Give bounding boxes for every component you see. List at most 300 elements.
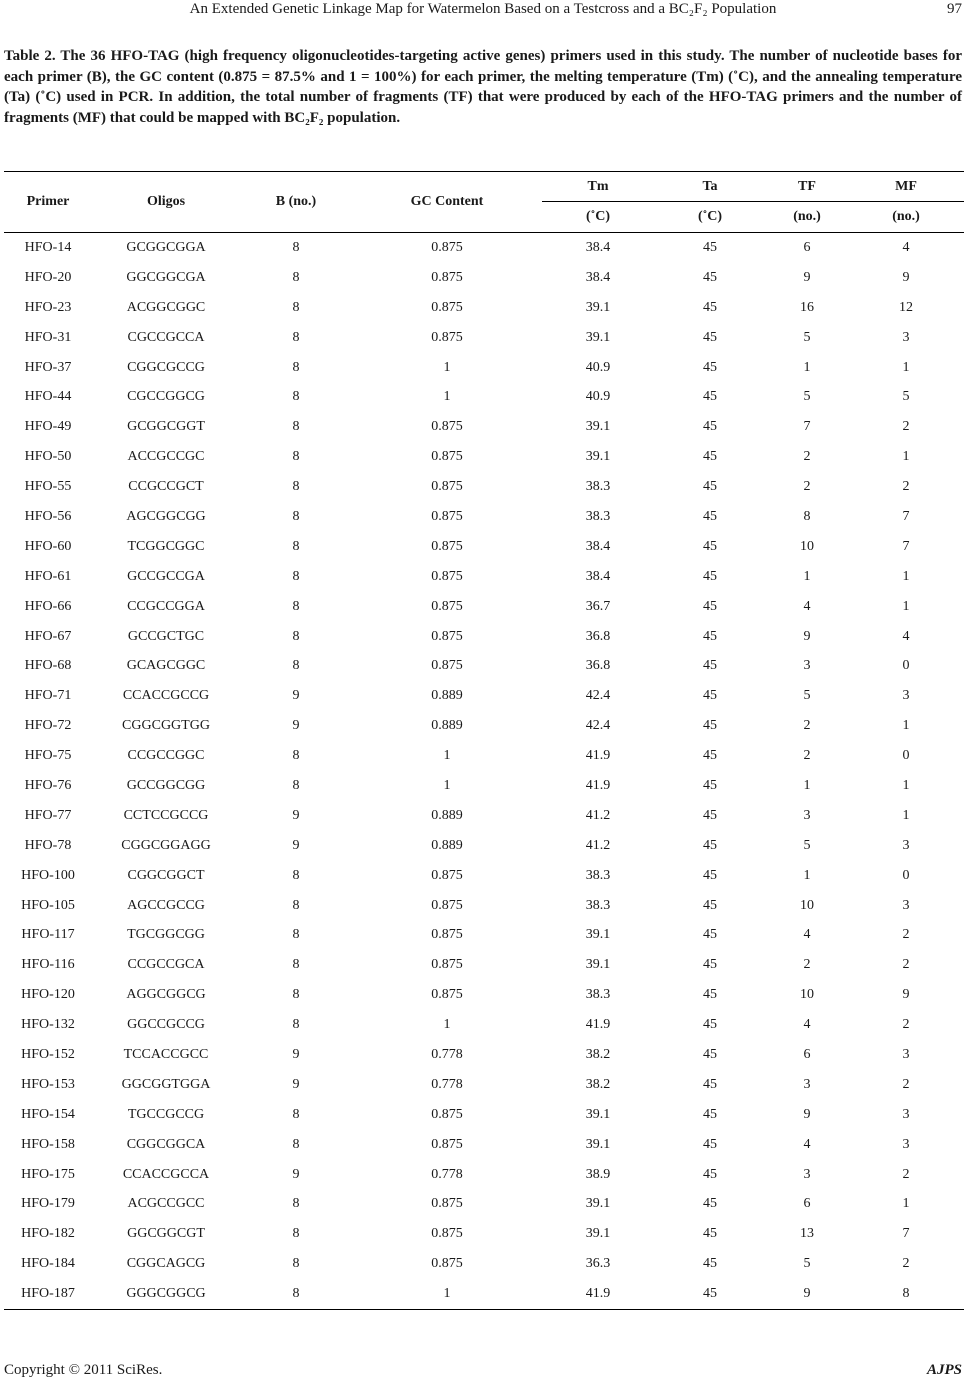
oligos-cell: CGGCGGTGG [122, 718, 210, 734]
gc-content-cell: 0.889 [431, 837, 463, 853]
table-row [4, 950, 964, 980]
bases-cell: 8 [292, 299, 300, 315]
oligos-cell: CGCCGCCA [127, 329, 205, 345]
tf-cell: 2 [803, 957, 811, 973]
header-ta: Ta [702, 178, 718, 194]
gc-content-cell: 0.875 [431, 1256, 463, 1272]
bases-cell: 9 [292, 837, 300, 853]
bases-cell: 8 [292, 359, 300, 375]
ta-cell: 45 [703, 1196, 717, 1212]
table-header-row [4, 172, 964, 202]
tf-cell: 7 [803, 419, 811, 435]
bases-cell: 8 [292, 1196, 300, 1212]
header-ta-unit: (˚C) [654, 202, 766, 233]
header-oligos: Oligos [146, 194, 186, 209]
ta-cell: 45 [703, 718, 717, 734]
gc-content-cell: 0.875 [431, 538, 463, 554]
gc-content-cell: 0.875 [431, 1196, 463, 1212]
table-row [4, 323, 964, 353]
tm-cell: 41.9 [585, 1017, 611, 1033]
mf-cell: 2 [902, 957, 910, 973]
bases-cell: 8 [292, 1017, 300, 1033]
table-row [4, 1040, 964, 1070]
primer-cell: HFO-14 [24, 239, 72, 255]
tf-cell: 6 [803, 1046, 811, 1062]
oligos-cell: GGCGGCGA [126, 269, 206, 285]
gc-content-cell: 0.889 [431, 807, 463, 823]
oligos-cell: ACCGCCGC [127, 449, 205, 465]
tm-cell: 36.8 [585, 628, 611, 644]
mf-cell: 8 [902, 1286, 910, 1302]
gc-content-cell: 1 [443, 389, 451, 405]
tf-cell: 1 [803, 867, 811, 883]
ta-cell: 45 [703, 1017, 717, 1033]
bases-cell: 8 [292, 239, 300, 255]
bases-cell: 9 [292, 1076, 300, 1092]
table-row [4, 891, 964, 921]
table-row [4, 711, 964, 741]
bases-cell: 8 [292, 897, 300, 913]
table-row [4, 233, 964, 263]
primer-cell: HFO-31 [24, 329, 72, 345]
header-tm-unit: (˚C) [542, 202, 654, 233]
oligos-cell: GCGGCGGT [127, 419, 205, 435]
tm-cell: 39.1 [585, 1226, 611, 1242]
ta-cell: 45 [703, 299, 717, 315]
oligos-cell: CGGCGGAGG [121, 837, 211, 853]
table-row [4, 1130, 964, 1160]
oligos-cell: CCACCGCCG [122, 688, 210, 704]
mf-cell: 3 [902, 1106, 910, 1122]
oligos-cell: CGGCGGCT [127, 867, 205, 883]
ta-cell: 45 [703, 748, 717, 764]
tf-cell: 10 [800, 897, 814, 913]
gc-content-cell: 0.875 [431, 508, 463, 524]
primer-cell: HFO-116 [21, 957, 75, 973]
header-tf: TF [798, 178, 816, 194]
ta-cell: 45 [703, 359, 717, 375]
primer-cell: HFO-20 [24, 269, 72, 285]
tm-cell: 38.3 [585, 479, 611, 495]
tm-cell: 38.4 [585, 568, 611, 584]
primer-cell: HFO-66 [24, 598, 72, 614]
tm-cell: 42.4 [585, 718, 611, 734]
mf-cell: 3 [902, 688, 910, 704]
bases-cell: 8 [292, 598, 300, 614]
tf-cell: 4 [803, 1017, 811, 1033]
tf-cell: 4 [803, 598, 811, 614]
bases-cell: 8 [292, 479, 300, 495]
gc-content-cell: 0.875 [431, 1226, 463, 1242]
table-row [4, 741, 964, 771]
primer-cell: HFO-50 [24, 449, 72, 465]
gc-content-cell: 0.875 [431, 1136, 463, 1152]
oligos-cell: TCGGCGGC [127, 538, 205, 554]
ta-cell: 45 [703, 897, 717, 913]
mf-cell: 2 [902, 479, 910, 495]
table-row [4, 1249, 964, 1279]
primer-cell: HFO-76 [24, 777, 72, 793]
bases-cell: 8 [292, 329, 300, 345]
mf-cell: 3 [902, 837, 910, 853]
oligos-cell: CCGCCGGA [127, 598, 205, 614]
gc-content-cell: 1 [443, 359, 451, 375]
primer-cell: HFO-44 [24, 389, 72, 405]
gc-content-cell: 0.875 [431, 269, 463, 285]
oligos-cell: GCCGGCGG [126, 777, 206, 793]
bases-cell: 9 [292, 688, 300, 704]
tf-cell: 9 [803, 269, 811, 285]
oligos-cell: GCCGCTGC [127, 628, 205, 644]
tf-cell: 4 [803, 927, 811, 943]
table-row [4, 831, 964, 861]
tm-cell: 41.2 [585, 837, 611, 853]
header-mf: MF [895, 178, 917, 194]
primer-cell: HFO-158 [21, 1136, 75, 1152]
tm-cell: 38.3 [585, 867, 611, 883]
gc-content-cell: 0.778 [431, 1046, 463, 1062]
bases-cell: 8 [292, 389, 300, 405]
table-row [4, 1190, 964, 1220]
tm-cell: 42.4 [585, 688, 611, 704]
mf-cell: 3 [902, 897, 910, 913]
primer-cell: HFO-75 [24, 748, 72, 764]
tf-cell: 3 [803, 807, 811, 823]
gc-content-cell: 0.875 [431, 957, 463, 973]
tm-cell: 40.9 [585, 389, 611, 405]
mf-cell: 3 [902, 329, 910, 345]
tf-cell: 10 [800, 987, 814, 1003]
oligos-cell: GGGCGGCG [126, 1286, 206, 1302]
tm-cell: 39.1 [585, 957, 611, 973]
table-row [4, 293, 964, 323]
primer-cell: HFO-105 [21, 897, 75, 913]
bases-cell: 8 [292, 927, 300, 943]
table-row [4, 651, 964, 681]
tm-cell: 39.1 [585, 927, 611, 943]
mf-cell: 1 [902, 777, 910, 793]
gc-content-cell: 0.875 [431, 299, 463, 315]
mf-cell: 2 [902, 1256, 910, 1272]
mf-cell: 1 [902, 807, 910, 823]
ta-cell: 45 [703, 867, 717, 883]
tm-cell: 41.9 [585, 748, 611, 764]
bases-cell: 8 [292, 867, 300, 883]
primer-cell: HFO-56 [24, 508, 72, 524]
bases-cell: 9 [292, 718, 300, 734]
mf-cell: 2 [902, 1166, 910, 1182]
tf-cell: 5 [803, 688, 811, 704]
ta-cell: 45 [703, 927, 717, 943]
gc-content-cell: 0.875 [431, 419, 463, 435]
primer-cell: HFO-23 [24, 299, 72, 315]
oligos-cell: GGCCGCCG [127, 1017, 205, 1033]
running-head-title: An Extended Genetic Linkage Map for Watermelon Based on a Testcross and a BC₂F₂ Population [189, 1, 777, 17]
oligos-cell: CCGCCGCT [128, 479, 204, 495]
table-row [4, 442, 964, 472]
oligos-cell: TGCCGCCG [127, 1106, 205, 1122]
mf-cell: 3 [902, 1046, 910, 1062]
tm-cell: 39.1 [585, 1106, 611, 1122]
header-tm: Tm [587, 178, 609, 194]
ta-cell: 45 [703, 1136, 717, 1152]
page-number: 97 [947, 1, 962, 17]
oligos-cell: GGCGGTGGA [121, 1076, 211, 1092]
table-row [4, 472, 964, 502]
oligos-cell: GGCGGCGT [127, 1226, 205, 1242]
mf-cell: 9 [902, 269, 910, 285]
table-row [4, 263, 964, 293]
ta-cell: 45 [703, 688, 717, 704]
tm-cell: 41.9 [585, 1286, 611, 1302]
oligos-cell: CGGCAGCG [126, 1256, 206, 1272]
table-row [4, 980, 964, 1010]
tf-cell: 2 [803, 479, 811, 495]
bases-cell: 9 [292, 807, 300, 823]
bases-cell: 8 [292, 777, 300, 793]
ta-cell: 45 [703, 1256, 717, 1272]
mf-cell: 0 [902, 658, 910, 674]
mf-cell: 7 [902, 538, 910, 554]
oligos-cell: AGCGGCGG [126, 508, 206, 524]
table-row [4, 532, 964, 562]
tf-cell: 6 [803, 1196, 811, 1212]
tf-cell: 2 [803, 748, 811, 764]
oligos-cell: AGCCGCCG [127, 897, 205, 913]
gc-content-cell: 0.875 [431, 897, 463, 913]
gc-content-cell: 0.889 [431, 688, 463, 704]
table-row [4, 1010, 964, 1040]
ta-cell: 45 [703, 508, 717, 524]
gc-content-cell: 0.875 [431, 239, 463, 255]
ta-cell: 45 [703, 1106, 717, 1122]
mf-cell: 4 [902, 239, 910, 255]
table-row [4, 920, 964, 950]
primer-cell: HFO-37 [24, 359, 72, 375]
gc-content-cell: 1 [443, 777, 451, 793]
ta-cell: 45 [703, 449, 717, 465]
ta-cell: 45 [703, 1226, 717, 1242]
table-body [4, 233, 964, 1310]
tm-cell: 40.9 [585, 359, 611, 375]
gc-content-cell: 0.875 [431, 598, 463, 614]
tf-cell: 13 [800, 1226, 814, 1242]
header-primer: Primer [26, 194, 70, 209]
mf-cell: 0 [902, 748, 910, 764]
tf-cell: 5 [803, 837, 811, 853]
primer-cell: HFO-117 [21, 927, 75, 943]
bases-cell: 8 [292, 508, 300, 524]
gc-content-cell: 0.778 [431, 1166, 463, 1182]
table-caption: Table 2. The 36 HFO-TAG (high frequency oligonucleotides-targeting active genes) primers used in this study. The number of nucleotide bases for each primer (B), the GC content (0.875 = 87.5% and 1 = 100%) for each primer, the melting temperature (Tm) (˚C), and the annealing temperature (Ta) (˚C) used in PCR. In addition, the total number of fragments (TF) that were produced by each of the HFO-TAG primers and the number of fragments (MF) that could be mapped with BC₂F₂ population. [4, 48, 962, 126]
running-head [0, 0, 966, 24]
mf-cell: 7 [902, 508, 910, 524]
tf-cell: 16 [800, 299, 814, 315]
tf-cell: 10 [800, 538, 814, 554]
table-row [4, 412, 964, 442]
ta-cell: 45 [703, 658, 717, 674]
tm-cell: 38.2 [585, 1076, 611, 1092]
ta-cell: 45 [703, 479, 717, 495]
tf-cell: 5 [803, 389, 811, 405]
primer-cell: HFO-184 [21, 1256, 75, 1272]
tf-cell: 1 [803, 777, 811, 793]
tf-cell: 1 [803, 568, 811, 584]
tf-cell: 3 [803, 1076, 811, 1092]
mf-cell: 12 [899, 299, 913, 315]
primer-cell: HFO-72 [24, 718, 72, 734]
ta-cell: 45 [703, 269, 717, 285]
oligos-cell: CCTCCGCCG [123, 807, 209, 823]
tm-cell: 39.1 [585, 299, 611, 315]
primer-cell: HFO-55 [24, 479, 72, 495]
oligos-cell: GCCGCCGA [127, 568, 205, 584]
mf-cell: 9 [902, 987, 910, 1003]
ta-cell: 45 [703, 837, 717, 853]
primer-cell: HFO-120 [21, 987, 75, 1003]
mf-cell: 1 [902, 359, 910, 375]
primer-cell: HFO-49 [24, 419, 72, 435]
oligos-cell: ACGGCGGC [126, 299, 206, 315]
primer-cell: HFO-68 [24, 658, 72, 674]
mf-cell: 1 [902, 449, 910, 465]
ta-cell: 45 [703, 957, 717, 973]
mf-cell: 7 [902, 1226, 910, 1242]
table-row [4, 1070, 964, 1100]
ta-cell: 45 [703, 1076, 717, 1092]
gc-content-cell: 1 [443, 1017, 451, 1033]
header-bases: B (no.) [275, 194, 317, 209]
oligos-cell: CGGCGCCG [127, 359, 205, 375]
primer-cell: HFO-187 [21, 1286, 75, 1302]
bases-cell: 8 [292, 1256, 300, 1272]
tf-cell: 6 [803, 239, 811, 255]
tm-cell: 38.3 [585, 987, 611, 1003]
bases-cell: 8 [292, 658, 300, 674]
primer-cell: HFO-61 [24, 568, 72, 584]
tm-cell: 38.4 [585, 538, 611, 554]
gc-content-cell: 0.875 [431, 658, 463, 674]
gc-content-cell: 0.778 [431, 1076, 463, 1092]
table-row [4, 502, 964, 532]
tf-cell: 3 [803, 658, 811, 674]
bases-cell: 8 [292, 1136, 300, 1152]
ta-cell: 45 [703, 329, 717, 345]
oligos-cell: CCGCCGCA [127, 957, 205, 973]
ta-cell: 45 [703, 419, 717, 435]
gc-content-cell: 0.875 [431, 479, 463, 495]
table-row [4, 382, 964, 412]
gc-content-cell: 0.875 [431, 1106, 463, 1122]
page-footer [4, 1362, 962, 1379]
bases-cell: 9 [292, 1166, 300, 1182]
tm-cell: 39.1 [585, 1196, 611, 1212]
ta-cell: 45 [703, 1046, 717, 1062]
mf-cell: 2 [902, 1017, 910, 1033]
tm-cell: 36.3 [585, 1256, 611, 1272]
ta-cell: 45 [703, 1286, 717, 1302]
tm-cell: 41.2 [585, 807, 611, 823]
primer-cell: HFO-100 [21, 867, 75, 883]
bases-cell: 8 [292, 1226, 300, 1242]
gc-content-cell: 0.875 [431, 628, 463, 644]
tm-cell: 38.4 [585, 239, 611, 255]
gc-content-cell: 1 [443, 1286, 451, 1302]
bases-cell: 8 [292, 1286, 300, 1302]
gc-content-cell: 0.889 [431, 718, 463, 734]
mf-cell: 0 [902, 867, 910, 883]
header-gc-content: GC Content [410, 194, 484, 209]
bases-cell: 8 [292, 957, 300, 973]
ta-cell: 45 [703, 1166, 717, 1182]
primer-cell: HFO-175 [21, 1166, 75, 1182]
table-row [4, 861, 964, 891]
mf-cell: 4 [902, 628, 910, 644]
tf-cell: 3 [803, 1166, 811, 1182]
mf-cell: 1 [902, 718, 910, 734]
primer-cell: HFO-60 [24, 538, 72, 554]
bases-cell: 9 [292, 1046, 300, 1062]
bases-cell: 8 [292, 987, 300, 1003]
ta-cell: 45 [703, 777, 717, 793]
bases-cell: 8 [292, 269, 300, 285]
mf-cell: 1 [902, 1196, 910, 1212]
tf-cell: 8 [803, 508, 811, 524]
primer-cell: HFO-179 [21, 1196, 75, 1212]
table-row [4, 681, 964, 711]
table-row [4, 801, 964, 831]
tf-cell: 9 [803, 628, 811, 644]
journal-abbrev: AJPS [926, 1362, 962, 1378]
oligos-cell: CCACCGCCA [122, 1166, 210, 1182]
header-tf-unit: (no.) [766, 202, 848, 233]
ta-cell: 45 [703, 239, 717, 255]
mf-cell: 3 [902, 1136, 910, 1152]
tm-cell: 39.1 [585, 329, 611, 345]
primer-cell: HFO-71 [24, 688, 72, 704]
mf-cell: 1 [902, 568, 910, 584]
mf-cell: 1 [902, 598, 910, 614]
primer-cell: HFO-132 [21, 1017, 75, 1033]
mf-cell: 5 [902, 389, 910, 405]
bases-cell: 8 [292, 1106, 300, 1122]
table-row [4, 1160, 964, 1190]
ta-cell: 45 [703, 628, 717, 644]
gc-content-cell: 0.875 [431, 568, 463, 584]
primer-cell: HFO-67 [24, 628, 72, 644]
primer-table [4, 171, 964, 1310]
gc-content-cell: 0.875 [431, 927, 463, 943]
gc-content-cell: 0.875 [431, 867, 463, 883]
bases-cell: 8 [292, 449, 300, 465]
tf-cell: 2 [803, 449, 811, 465]
ta-cell: 45 [703, 987, 717, 1003]
primer-cell: HFO-153 [21, 1076, 75, 1092]
table-row [4, 1279, 964, 1309]
tm-cell: 41.9 [585, 777, 611, 793]
gc-content-cell: 0.875 [431, 329, 463, 345]
ta-cell: 45 [703, 807, 717, 823]
oligos-cell: CGCCGGCG [127, 389, 205, 405]
oligos-cell: ACGCCGCC [127, 1196, 205, 1212]
primer-cell: HFO-154 [21, 1106, 75, 1122]
tf-cell: 2 [803, 718, 811, 734]
mf-cell: 2 [902, 419, 910, 435]
tm-cell: 39.1 [585, 419, 611, 435]
tm-cell: 38.9 [585, 1166, 611, 1182]
primer-cell: HFO-152 [21, 1046, 75, 1062]
tm-cell: 36.7 [585, 598, 611, 614]
